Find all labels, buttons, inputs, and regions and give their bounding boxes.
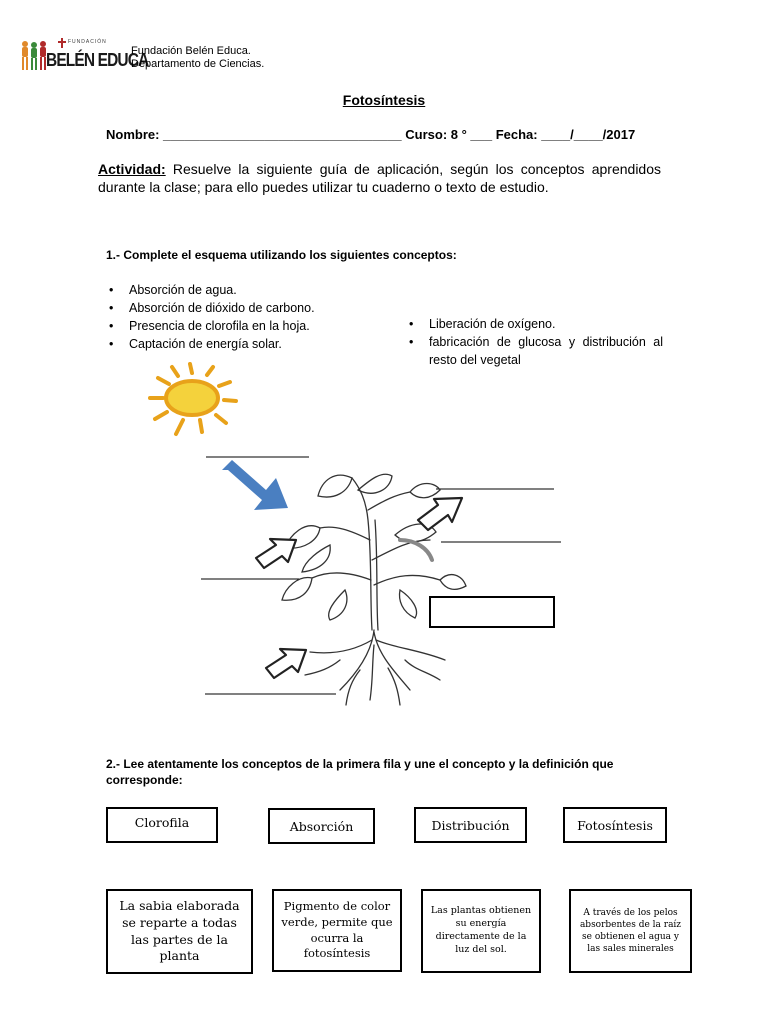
definition-box: La sabia elaborada se reparte a todas las partes de la planta — [106, 889, 253, 974]
concept-list-right — [406, 315, 663, 369]
outline-arrow-icon — [256, 539, 296, 568]
list-item: • fabricación de glucosa y distribución al resto del vegetal — [406, 333, 663, 369]
outline-arrow-icon — [266, 649, 306, 678]
list-item: • Captación de energía solar. — [106, 335, 406, 353]
list-item: • Absorción de agua. — [106, 281, 406, 299]
list-item: • Presencia de clorofila en la hoja. — [106, 317, 406, 335]
blue-arrow-icon — [222, 460, 288, 510]
department-name: Departamento de Ciencias. — [131, 58, 265, 70]
definition-box: Pigmento de color verde, permite que ocurra la fotosíntesis — [272, 889, 402, 972]
organization-name: Fundación Belén Educa. — [131, 45, 251, 57]
concept-box-absorcion: Absorción — [268, 808, 375, 844]
page-title: Fotosíntesis — [342, 92, 426, 108]
activity-label: Actividad: — [98, 161, 166, 177]
logo-main-text: BELÉN EDUCA — [46, 50, 149, 70]
outline-arrow-icon — [418, 498, 462, 530]
list-item: • Liberación de oxígeno. — [406, 315, 663, 333]
question-1-title: 1.- Complete el esquema utilizando los siguientes conceptos: — [106, 248, 457, 262]
answer-box — [430, 597, 554, 627]
activity-instructions — [98, 160, 661, 196]
concept-list-left — [106, 281, 406, 353]
activity-text: Resuelve la siguiente guía de aplicación, según los conceptos aprendidos durante la clase; para ello puedes utilizar tu cuaderno o texto de estudio. — [98, 161, 661, 195]
student-info-line: Nombre: _________________________________ Curso: 8 ° ___ Fecha: ____/____/2017 — [106, 127, 636, 142]
logo-small-text: FUNDACIÓN — [68, 39, 107, 45]
organization-info — [131, 45, 264, 71]
plant-icon — [282, 474, 466, 705]
definition-box: Las plantas obtienen su energía directamente de la luz del sol. — [421, 889, 541, 973]
concept-box-clorofila: Clorofila — [106, 807, 218, 843]
question-2-title: 2.- Lee atentamente los conceptos de la primera fila y une el concepto y la definición que corresponde: — [106, 757, 614, 787]
list-item: • Absorción de dióxido de carbono. — [106, 299, 406, 317]
answer-lines — [201, 457, 561, 694]
concept-box-fotosintesis: Fotosíntesis — [563, 807, 667, 843]
concept-box-distribucion: Distribución — [414, 807, 527, 843]
outline-arrows — [256, 498, 462, 678]
definition-box: A través de los pelos absorbentes de la raíz se obtienen el agua y las sales minerales — [569, 889, 692, 973]
sun-icon — [150, 364, 236, 434]
belen-educa-logo — [20, 38, 149, 74]
